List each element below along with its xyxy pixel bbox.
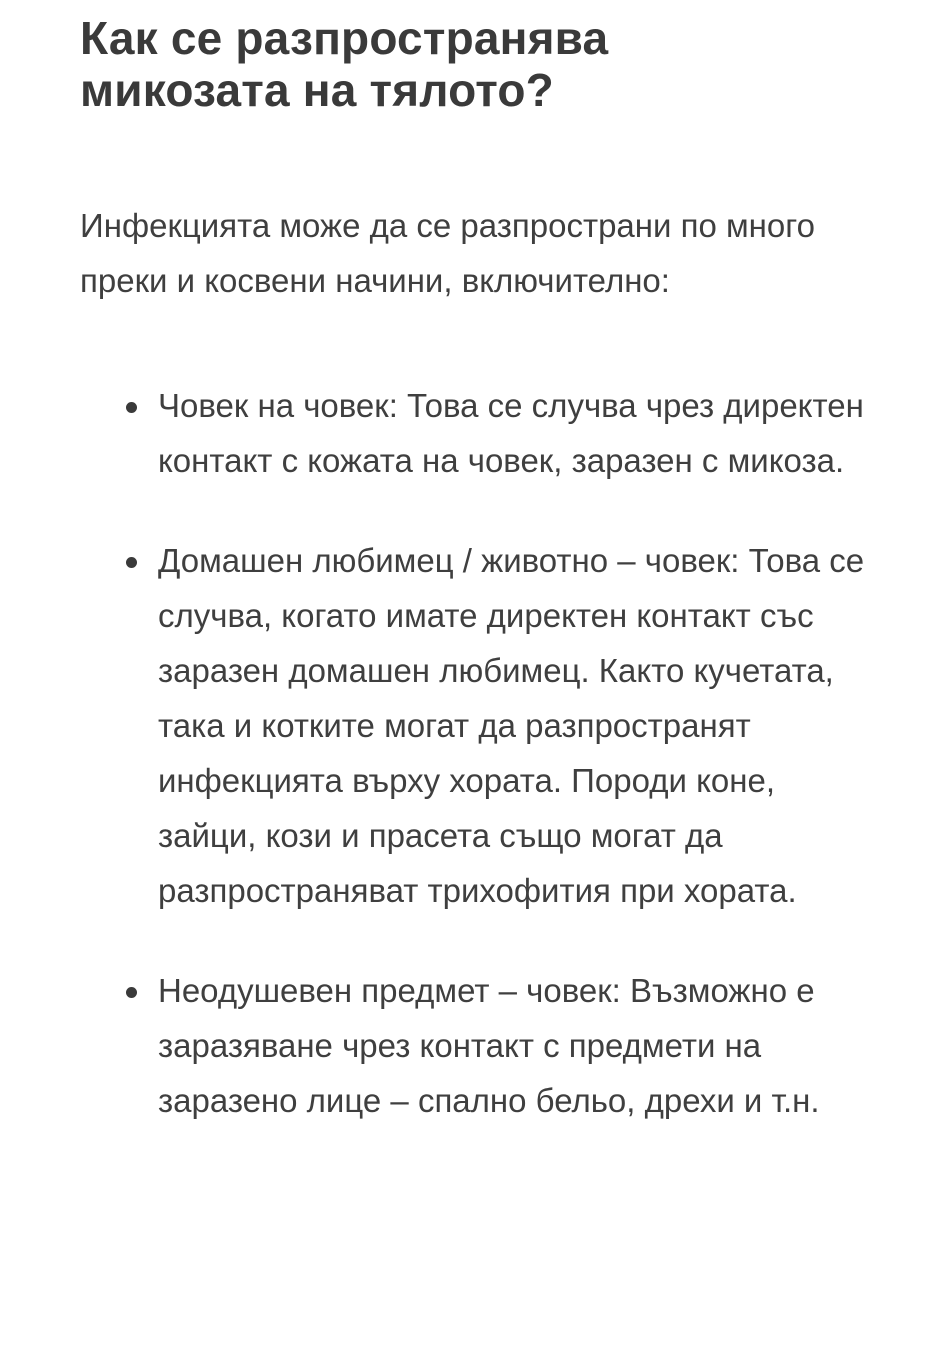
list-item: [80, 533, 880, 918]
bullet-list: [80, 378, 880, 1128]
article: [80, 0, 880, 1173]
list-item: [80, 378, 880, 488]
list-item-text: Домашен любимец / животно – човек: Това се случва, когато имате директен контакт със заразен домашен любимец. Както кучетата, така и котките могат да разпространят инфекцията върху хората. Породи коне, зайци, кози и прасета също могат да разпространяват трихофития при хората.: [158, 542, 865, 909]
intro-paragraph: Инфекцията може да се разпространи по много преки и косвени начини, включително:: [80, 207, 815, 299]
bullet-dot-icon: [126, 557, 137, 568]
list-item-text: Неодушевен предмет – човек: Възможно е заразяване чрез контакт с предмети на заразено лице – спално бельо, дрехи и т.н.: [158, 972, 820, 1119]
list-item-text: Човек на човек: Това се случва чрез директен контакт с кожата на човек, заразен с микоза.: [158, 387, 864, 479]
article-title: [80, 12, 880, 116]
list-item: [80, 963, 880, 1128]
bullet-dot-icon: [126, 987, 137, 998]
article-title-line-1: Как се разпространява: [80, 12, 609, 64]
bullet-dot-icon: [126, 402, 137, 413]
article-title-line-2: микозата на тялото?: [80, 64, 554, 116]
